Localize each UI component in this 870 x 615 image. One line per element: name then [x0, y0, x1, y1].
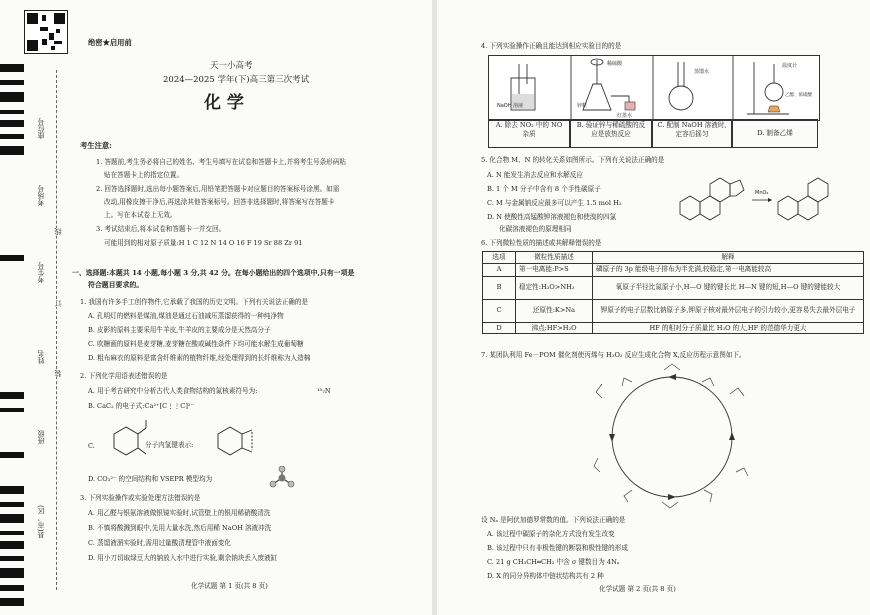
exam-room-label: 考场号 — [37, 185, 45, 206]
binding-stripe — [0, 408, 24, 412]
subject-title: 化 学 — [204, 93, 244, 113]
binding-stripe — [0, 541, 24, 549]
right-page — [437, 0, 870, 615]
q5-steroid-scheme — [672, 166, 837, 228]
exam-org: 天一小高考 — [210, 61, 253, 71]
q2-option-c: C. — [88, 442, 95, 450]
page-footer: 化学试题 第 2 页(共 8 页) — [599, 585, 676, 593]
qr-code — [24, 10, 68, 54]
q6-cell-property: 第一电离能:P>S — [516, 263, 593, 276]
binding-stripe — [0, 80, 24, 85]
q4-label-acid: 稀硫酸 — [607, 61, 623, 67]
left-page — [0, 0, 432, 615]
q2-option-b: B. CaC₂ 的电子式:Ca²⁺[C⋮⋮C]²⁻ — [88, 402, 195, 410]
binding-stripe — [0, 568, 24, 578]
section-heading: 一、选择题:本题共 14 小题,每小题 3 分,共 42 分。在每小题给出的四个选项中,只有一项是 — [72, 269, 355, 277]
q4-label-ethanol: 乙醇、浓硫酸 — [785, 93, 812, 98]
table-row — [483, 322, 864, 334]
binding-line — [56, 70, 57, 590]
q6-cell-explanation: 磷原子的 3p 能级电子排布为半充满,较稳定,第一电离能较高 — [593, 263, 864, 276]
q2-nitrogen-symbol: ¹⁵₇N — [317, 387, 331, 395]
page-footer: 化学试题 第 1 页(共 8 页) — [191, 582, 268, 590]
binding-stripe — [0, 134, 24, 139]
q2-option-a: A. 用于考古研究中分析古代人类食物结构的氮核素符号为: — [88, 387, 258, 395]
q1-option-d: D. 粗布麻衣的原料是富含纤维素的植物纤维,经处理得到的长纤维称为人造棉 — [88, 354, 311, 362]
binding-stripe — [0, 255, 24, 261]
q4-label-water: 蒸馏水 — [694, 69, 710, 75]
q1-option-b: B. 皮影的原料主要采用牛羊皮,牛羊皮的主要成分是天然高分子 — [88, 326, 271, 334]
notice-line: 1. 答题前,考生务必将自己的姓名、考生号填写在试卷和答题卡上,并将考生号条形码粘 — [96, 158, 346, 166]
table-row — [483, 276, 864, 299]
q1-stem: 1. 我国有许多手工创作物件,它承载了我国的历史文明。下列有关说法正确的是 — [80, 298, 309, 306]
q4-label-ink: 红墨水 — [617, 113, 633, 119]
q2-option-c-text: 分子内氢键表示: — [145, 441, 194, 449]
table-row — [483, 263, 864, 276]
county-label: 县(市、区) — [37, 505, 45, 539]
q7-option-b: B. 该过程中只有非极性键的断裂和极性键的形成 — [487, 544, 628, 552]
notice-title: 考生注意: — [80, 141, 112, 150]
binding-stripe — [0, 120, 24, 127]
section-heading-cont: 符合题目要求的。 — [88, 281, 144, 289]
notice-line: 2. 回答选择题时,选出每小题答案后,用铅笔把答题卡对应题目的答案标号涂黑。如需 — [96, 185, 340, 193]
q6-cell-option: C — [483, 299, 516, 322]
q6-stem: 6. 下列微粒性质的描述或其解释错误的是 — [481, 239, 602, 247]
binding-stripe — [0, 531, 24, 535]
q2-option-d: D. CO₃²⁻ 的空间结构和 VSEPR 模型均为 — [88, 475, 213, 483]
q4-option-a: A. 除去 NO₂ 中的 NO 杂质 — [488, 119, 570, 148]
binding-line-label: 线 — [54, 228, 62, 235]
q1-option-a: A. 孔明灯的燃料是煤油,煤油是通过石油减压蒸馏获得的一种纯净物 — [88, 312, 284, 320]
q5-option-b: B. 1 个 M 分子中含有 8 个手性碳原子 — [487, 185, 601, 193]
q3-option-a: A. 用乙醛与银氨溶液做银镜实验时,试管壁上的银用稀硝酸清洗 — [88, 509, 271, 517]
q6-header-explanation: 解释 — [593, 252, 864, 264]
q4-figure — [488, 55, 820, 121]
q3-option-b: B. 不慎将酸溅到眼中,先用大量水洗,然后用稀 NaOH 溶液冲洗 — [88, 524, 272, 532]
class-label: 班级 — [37, 430, 45, 444]
q6-cell-property: 稳定性:H₂O>NH₃ — [516, 276, 593, 299]
q4-label-thermometer: 温度计 — [782, 63, 798, 69]
exam-term: 2024—2025 学年(下)高三第三次考试 — [163, 75, 310, 85]
q4-label-zinc: 锌粒 — [577, 103, 588, 109]
q6-cell-option: A — [483, 263, 516, 276]
q3-stem: 3. 下列实验操作或实验处理方法错误的是 — [80, 494, 201, 502]
q6-table — [482, 251, 864, 334]
binding-stripe — [0, 556, 24, 561]
q4-option-b: B. 验证锌与稀硫酸的反应是放热反应 — [570, 119, 652, 148]
binding-stripe — [0, 92, 24, 102]
binding-stripe — [0, 452, 24, 458]
q4-option-c: C. 配制 NaOH 溶液时,定容后摇匀 — [652, 119, 732, 148]
candidate-number-label: 考生号 — [37, 262, 45, 283]
q3-option-c: C. 蒸馏液溜实验时,需用过量酸清理管中液面变化 — [88, 539, 231, 547]
q7-option-a: A. 该过程中碳原子的杂化方式没有发生改变 — [487, 530, 615, 538]
q7-option-c: C. 21 g CH₃CH═CH₂ 中含 σ 键数目为 4Nₐ — [487, 558, 620, 566]
binding-stripe — [0, 110, 24, 114]
q5-stem: 5. 化合物 M、N 的转化关系如图所示。下列有关说法正确的是 — [481, 156, 665, 164]
carbonate-vsepr-icon — [268, 466, 296, 488]
q3-option-d: D. 用小刀切取绿豆大的钠放入水中进行实验,剩余钠块丢入废液缸 — [88, 554, 278, 562]
binding-stripe — [0, 502, 24, 507]
q1-option-c: C. 吹糖画的原料是麦芽糖,麦芽糖在酸或碱性条件下均可能水解生成葡萄糖 — [88, 340, 304, 348]
notice-line: 贴在答题卡上的指定位置。 — [104, 171, 184, 179]
q6-cell-option: D — [483, 322, 516, 334]
q5-option-a: A. N 能发生消去反应和水解反应 — [487, 171, 583, 179]
q6-cell-explanation: 钾原子的电子层数比钠原子多,钾原子核对最外层电子的引力较小,更容易失去最外层电子 — [593, 299, 864, 322]
binding-stripe — [0, 64, 24, 72]
atomic-mass-line: 可能用到的相对原子质量:H 1 C 12 N 14 O 16 F 19 Sr 88 Zr 91 — [104, 239, 303, 247]
binding-stripe — [0, 514, 24, 523]
q2-stem: 2. 下列化学用语表述错误的是 — [80, 372, 168, 380]
binding-staple-label: 订 — [54, 300, 62, 307]
q7-option-d: D. X 的同分异构体中链状结构共有 2 种 — [487, 572, 604, 580]
q5-option-d: D. N 使酸性高锰酸钾溶液褪色和使溴的四氯 — [487, 213, 617, 221]
table-row — [483, 299, 864, 322]
q5-option-c: C. M 与金属钠反应最多可以产生 1.5 mol H₂ — [487, 199, 622, 207]
q6-cell-property: 还原性:K>Na — [516, 299, 593, 322]
q6-header-option: 选项 — [483, 252, 516, 264]
q4-label-naoh: NaOH 溶液 — [497, 103, 524, 109]
confidential-mark: 绝密★启用前 — [88, 38, 132, 47]
binding-stripe — [0, 598, 24, 606]
q6-header-property: 微粒性质描述 — [516, 252, 593, 264]
q5-reagent: MnO₂ — [755, 190, 769, 196]
notice-line: 上。写在本试卷上无效。 — [104, 211, 177, 219]
q7-catalytic-cycle — [592, 362, 752, 512]
q4-stem: 4. 下列实验操作正确且能达到相应实验目的的是 — [481, 42, 622, 50]
hydrogen-bond-structure — [212, 418, 260, 462]
notice-line: 改动,用橡皮擦干净后,再选涂其他答案标号。回答非选择题时,将答案写在答题卡 — [104, 198, 335, 206]
binding-stripe — [0, 392, 24, 399]
binding-stripe — [0, 585, 24, 591]
q7-stem: 7. 某团队利用 Fe－POM 催化剂使丙烯与 H₂O₂ 反应生成化合物 X,反应历程示意图如下。 — [481, 351, 746, 359]
binding-bind-label: 装 — [54, 370, 62, 377]
q5-option-d-cont: 化碳溶液褪色的原理相同 — [499, 225, 572, 233]
q6-cell-explanation: HF 的相对分子质量比 H₂O 的大,HF 的范德华力更大 — [593, 322, 864, 334]
q6-cell-explanation: 氧原子半径比氮原子小,H—O 键的键长比 H—N 键的短,H—O 键的键能较大 — [593, 276, 864, 299]
notice-line: 3. 考试结束后,将本试卷和答题卡一并交回。 — [96, 225, 226, 233]
seat-number-label: 座位号 — [37, 118, 45, 139]
q6-cell-property: 沸点:HF>H₂O — [516, 322, 593, 334]
q4-option-d: D. 制备乙烯 — [732, 119, 818, 148]
q6-cell-option: B — [483, 276, 516, 299]
q7-note: 设 Nₐ 是阿伏加德罗常数的值。下列说法正确的是 — [481, 516, 626, 524]
binding-stripe — [0, 486, 24, 494]
binding-stripe — [0, 146, 24, 155]
name-label: 姓名 — [37, 350, 45, 364]
